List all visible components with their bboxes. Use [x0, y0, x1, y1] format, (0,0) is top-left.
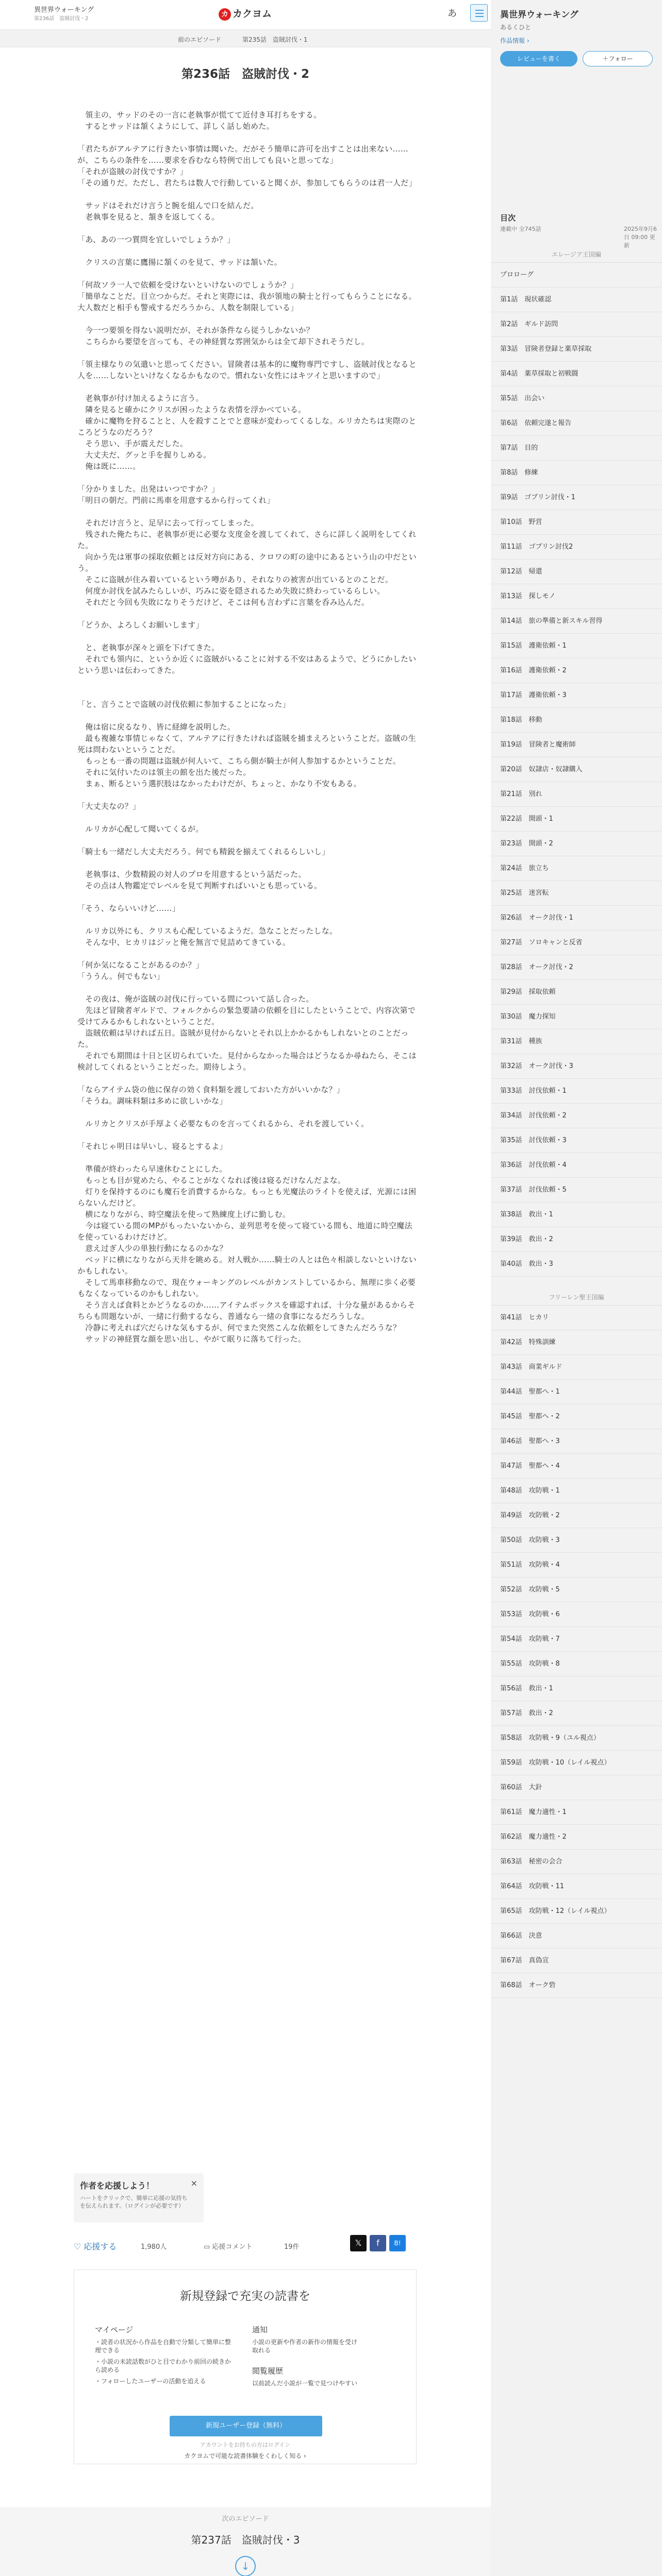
toc-episode-link[interactable]: 第62話 魔力適性・2: [491, 1825, 662, 1850]
history-desc: 以前読んだ小説が一覧で見つけやすい: [252, 2380, 358, 2387]
close-icon[interactable]: ×: [190, 2178, 197, 2188]
toc-episode-link[interactable]: 第1話 現状確認: [491, 287, 662, 312]
body-paragraph: 「何か気になることがあるのか？」: [77, 960, 204, 970]
body-paragraph: 大丈夫だ、グッと手を握りしめる。: [77, 450, 211, 460]
toc-episode-link[interactable]: 第3話 冒険者登録と薬草採取: [491, 337, 662, 362]
body-paragraph: それだけ言うと、足早に去って行ってしまった。: [77, 518, 259, 528]
follow-button[interactable]: ＋フォロー: [583, 51, 653, 66]
body-paragraph: するとサッドは頷くようにして、詳しく話し始めた。: [77, 122, 274, 131]
body-paragraph: その点は人物鑑定でレベルを見て判断すればいいとも思っている。: [77, 881, 322, 890]
body-paragraph: 「どうか、よろしくお願いします」: [77, 620, 204, 630]
logo-text: カクヨム: [233, 8, 272, 20]
toc-episode-link[interactable]: 第60話 大針: [491, 1775, 662, 1800]
body-paragraph: 「分かりました。出発はいつですか？」: [77, 484, 220, 494]
notice-heading: 通知: [252, 2325, 268, 2334]
toc-episode-link[interactable]: 第13話 探しモノ: [491, 584, 662, 609]
toc-episode-link[interactable]: 第28話 オーク討伐・2: [491, 955, 662, 980]
chapter-title: 第236話 盗賊討伐・2: [181, 67, 309, 81]
toc-episode-link[interactable]: 第18話 移動: [491, 708, 662, 733]
toc-episode-link[interactable]: 第36話 討伐依頼・4: [491, 1153, 662, 1178]
body-paragraph: [77, 857, 418, 869]
body-paragraph: [77, 982, 418, 993]
menu-icon[interactable]: [470, 4, 488, 22]
toc-episode-link[interactable]: 第30話 魔力探知: [491, 1005, 662, 1029]
body-paragraph: 最も複雑な事情じゃなくて、アルテアに行きたければ盗賊を捕まえろということだ。盗賊の生死は問わないということだ。: [77, 734, 417, 754]
body-paragraph: [77, 710, 418, 721]
toc-episode-link[interactable]: 第8話 修練: [491, 461, 662, 485]
share-hatena-icon[interactable]: B!: [389, 2235, 406, 2251]
toc-section-header: エレージア王国編: [491, 246, 662, 263]
font-size-toggle[interactable]: [448, 6, 457, 20]
toc-episode-link[interactable]: プロローグ: [491, 263, 662, 287]
body-paragraph: 老執事を見ると、頷きを返してくる。: [77, 212, 220, 222]
cheer-title: 作者を応援しよう！: [80, 2181, 155, 2191]
reader-header: [0, 0, 491, 30]
toc-episode-link[interactable]: 第16話 護衛依頼・2: [491, 658, 662, 683]
mypage-item: ・小説の未読話数がひと目でわかり前回の続きから読める: [95, 2358, 231, 2374]
body-paragraph: 「それが盗賊の討伐ですか？」: [77, 167, 188, 176]
chapter-body: [77, 109, 418, 1345]
toc-section-header: フリーレン聖王国編: [491, 1289, 662, 1306]
body-paragraph: 俺は既に……。: [77, 462, 141, 471]
body-paragraph: それだと今回も失敗になりそうだけど、そこは何も言わずに言葉を呑み込んだ。: [77, 598, 370, 607]
body-paragraph: 「その通りだ。ただし、君たちは数人で行動していると聞くが、参加してもらうのは君一人だ」: [77, 178, 417, 188]
episode-nav-bar: [0, 30, 491, 47]
kakuyomu-logo[interactable]: [219, 6, 272, 21]
comment-count[interactable]: 19件: [284, 2243, 300, 2251]
body-paragraph: 「君たちがアルテアに行きたい事情は聞いた。だがそう簡単に許可を出すことは出来ない……が、こちらの条件を……要求を呑むなら特例で出しても良いと思ってな」: [77, 144, 409, 165]
body-paragraph: 「騎士も一緒だし大丈夫だろう。何でも精鋭を揃えてくれるらしいし」: [77, 847, 330, 856]
body-paragraph: サッドはそれだけ言うと腕を組んで口を結んだ。: [77, 201, 259, 210]
toc-episode-link[interactable]: 第33話 討伐依頼・1: [491, 1079, 662, 1104]
toc-episode-link[interactable]: 第20話 奴隷店・奴隷購入: [491, 757, 662, 782]
body-paragraph: [77, 631, 418, 642]
toc-episode-link[interactable]: 第67話 真偽宣: [491, 1948, 662, 1973]
mypage-item: ・フォローしたユーザーの活動を追える: [95, 2378, 206, 2385]
body-paragraph: [77, 687, 418, 699]
body-paragraph: こちらから要望を言っても、その神経質な雰囲気からは全て却下されそうだし。: [77, 337, 370, 346]
toc-episode-link[interactable]: 第47話 聖都へ・4: [491, 1454, 662, 1479]
action-row: [74, 2235, 419, 2256]
body-paragraph: [77, 223, 418, 234]
signup-title: 新規登録で充実の読書を: [180, 2290, 310, 2303]
body-paragraph: 今は寝ている間のMPがもったいないから、並列思考を使って寝ている間も、地道に時空魔法を使っているわけだけど。: [77, 1221, 412, 1242]
body-paragraph: 横になりながら、時空魔法を使って熟練度上げに勤しむ。: [77, 1210, 291, 1219]
prev-episode-link[interactable]: 前のエピソード: [178, 36, 222, 43]
toc-episode-link[interactable]: 第51話 攻防戦・4: [491, 1553, 662, 1578]
toc-episode-link[interactable]: 第53話 攻防戦・6: [491, 1602, 662, 1627]
toc-episode-link[interactable]: 第5話 出会い: [491, 386, 662, 411]
sidebar-author[interactable]: あるくひと: [500, 24, 532, 31]
toc-heading: 目次: [500, 213, 516, 223]
next-episode-area: [0, 2507, 491, 2576]
body-paragraph: [77, 812, 418, 823]
toc-episode-link[interactable]: 第55話 攻防戦・8: [491, 1652, 662, 1676]
toc-episode-link[interactable]: 第22話 開頭・1: [491, 807, 662, 832]
body-paragraph: [77, 381, 418, 393]
body-paragraph: 「そうね。調味料類は多めに欲しいかな」: [77, 1096, 227, 1106]
body-paragraph: 「明日の朝だ。門前に馬車を用意するから行ってくれ」: [77, 496, 275, 505]
body-paragraph: 向かう先は軍事の採取依頼とは反対方向にある、クロワの町の途中にあるという山の中だという。: [77, 552, 417, 573]
learn-more-link[interactable]: カクヨムで可能な読書体験をくわしく知る ›: [184, 2452, 306, 2460]
prev-episode-title[interactable]: 第235話 盗賊討伐・1: [242, 36, 308, 43]
toc-episode-link[interactable]: 第34話 討伐依頼・2: [491, 1104, 662, 1128]
body-paragraph: 俺は宿に戻るなり、皆に経緯を説明した。: [77, 722, 236, 732]
body-paragraph: 隣を見ると確かにクリスが困ったような表情を浮かべている。: [77, 405, 306, 414]
toc-episode-link[interactable]: 第54話 攻防戦・7: [491, 1627, 662, 1652]
toc-episode-link[interactable]: 第31話 種族: [491, 1029, 662, 1054]
history-heading: 閲覧履歴: [252, 2366, 284, 2376]
font-toggle-glyph: あ: [448, 8, 457, 19]
body-paragraph: 「領主様なりの気遣いと思ってください。冒険者は基本的に魔物専門ですし、盗賊討伐となると人を……しないといけなくなるかもなので。慣れない女性にはキツイと思いますので」: [77, 360, 417, 380]
body-paragraph: [77, 835, 418, 846]
toc-episode-link[interactable]: 第23話 開頭・2: [491, 832, 662, 856]
toc-episode-link[interactable]: 第48話 攻防戦・1: [491, 1479, 662, 1503]
body-paragraph: [77, 789, 418, 801]
share-facebook-icon[interactable]: f: [370, 2235, 386, 2251]
toc-episode-link[interactable]: 第29話 採取依頼: [491, 980, 662, 1005]
toc-episode-link[interactable]: 第68話 オーク砦: [491, 1973, 662, 1998]
body-paragraph: 意え过ぎ人少の単独行動になるのかな？: [77, 1244, 227, 1253]
body-paragraph: [77, 347, 418, 359]
body-paragraph: そして馬車移動なので、現在ウォーキングのレベルがカンストしているから、無理に歩く必要もなくなっているのかもしれない。: [77, 1278, 416, 1298]
toc-episode-link[interactable]: 第46話 聖都へ・3: [491, 1429, 662, 1454]
body-paragraph: ルリカが心配して聞いてくるが。: [77, 824, 204, 834]
notice-desc: 小説の更新や作者の新作の情報を受け取れる: [252, 2338, 358, 2354]
body-paragraph: 残された俺たちに、老執事が更に必要な支度金を渡してくれて、さらに詳しく説明をしてくれた。: [77, 530, 417, 550]
episode-subtitle: 第236話 盗賊討伐・2: [34, 16, 89, 22]
body-paragraph: [77, 189, 418, 200]
signup-panel: [74, 2269, 417, 2464]
mypage-item: ・読者の状況から作品を自動で分類して簡単に整理できる: [95, 2338, 231, 2354]
toc-episode-link[interactable]: 第7話 目的: [491, 436, 662, 461]
mypage-heading: マイページ: [95, 2325, 134, 2334]
body-paragraph: 「ならアイテム袋の他に保存の効く食料類を渡しておいた方がいいかな？」: [77, 1085, 345, 1094]
mypage-list: [95, 2338, 231, 2388]
body-paragraph: そこに盗賊が住み着いているという噂があり、それなりの被害が出ているとのことだ。: [77, 575, 393, 584]
body-paragraph: 確かに魔物を狩ることと、人を殺すことでと意味が変わってくるしな。ルリカたちは実際のところどうなのだろう？: [77, 416, 417, 437]
body-paragraph: 盗賊依頼は早ければ五日。盗賊が見付からないとそれ以上かかるかもしれないとのことだった。: [77, 1028, 409, 1049]
toc-episode-link[interactable]: 第45話 聖都へ・2: [491, 1404, 662, 1429]
body-paragraph: [77, 891, 418, 903]
body-paragraph: [77, 1152, 418, 1163]
body-paragraph: そんな中、ヒカリはジッと俺を無言で見詰めてきている。: [77, 938, 291, 947]
body-paragraph: それでも領内に、というか近くに盗賊がいることに対する不安はあるようで、どうにかしたいという思いは伝わってきた。: [77, 654, 417, 675]
body-paragraph: [77, 1129, 418, 1141]
login-link[interactable]: アカウントをお持ちの方はログイン: [200, 2442, 291, 2448]
body-paragraph: [77, 1107, 418, 1118]
toc-episode-link[interactable]: 第6話 依頼完遂と報告: [491, 411, 662, 436]
work-info-link[interactable]: 作品情報 ›: [500, 37, 529, 44]
body-paragraph: [77, 914, 418, 925]
cheer-count[interactable]: 1,980人: [141, 2243, 167, 2251]
toc-episode-link[interactable]: 第4話 薬草採取と初戦闘: [491, 362, 662, 386]
body-paragraph: ベッドに横になりながら天井を眺める。対人戦か……騎士の人とは色々相談しないといけないかもしれない。: [77, 1255, 417, 1276]
toc-episode-link[interactable]: 第56話 救出・1: [491, 1676, 662, 1701]
toc-episode-link[interactable]: 第26話 オーク討伐・1: [491, 906, 662, 930]
body-paragraph: [77, 608, 418, 619]
toc-episode-link[interactable]: 第38話 救出・1: [491, 1202, 662, 1227]
body-paragraph: そう思い、手が震えだした。: [77, 439, 188, 448]
body-paragraph: 領主の、サッドのその一言に老執事が慌てて近付き耳打ちをする。: [77, 110, 322, 120]
next-episode-label: 次のエピソード: [222, 2515, 269, 2523]
toc-episode-link[interactable]: 第66話 決意: [491, 1924, 662, 1948]
body-paragraph: 冷静に考えれば穴だらけな気もするが、何でまた突然こんな依頼をしてきたんだろうな？: [77, 1323, 401, 1332]
toc-episode-link[interactable]: 第57話 救出・2: [491, 1701, 662, 1726]
comment-button[interactable]: ▭ 応援コメント: [204, 2243, 253, 2251]
body-paragraph: [77, 245, 418, 257]
body-paragraph: [77, 472, 418, 483]
toc-episode-link[interactable]: 第39話 救出・2: [491, 1227, 662, 1252]
toc-episode-link[interactable]: 第64話 攻防戦・11: [491, 1874, 662, 1899]
body-paragraph: 先ほど冒険者ギルドで、フォルクからの緊急要請の依頼を目にしたということで、内容次第で受けてみるかもしれないということだ。: [77, 1006, 416, 1026]
toc-episode-link[interactable]: 第25話 迷宮転: [491, 881, 662, 906]
sidebar: [491, 0, 662, 2576]
body-paragraph: [77, 948, 418, 959]
body-paragraph: 「ううん。何でもない」: [77, 972, 165, 981]
toc-episode-link[interactable]: 第15話 護衛依頼・1: [491, 634, 662, 658]
body-paragraph: もっとも目が覚めたら、やることがなくなれば後は寝るだけなんだよな。: [77, 1176, 346, 1185]
toc-episode-link[interactable]: 第63話 秘密の会合: [491, 1850, 662, 1874]
signup-button[interactable]: 新規ユーザー登録（無料）: [170, 2416, 322, 2436]
write-review-button[interactable]: レビューを書く: [500, 51, 577, 66]
next-episode-title[interactable]: 第237話 盗賊討伐・3: [191, 2534, 300, 2546]
toc-episode-link[interactable]: 第52話 攻防戦・5: [491, 1578, 662, 1602]
toc-episode-link[interactable]: 第35話 討伐依頼・3: [491, 1128, 662, 1153]
body-paragraph: [77, 676, 418, 687]
body-paragraph: ルリカ以外にも、クリスも心配しているようだ。急なことだったしな。: [77, 926, 338, 936]
body-paragraph: 「それじゃ明日は早いし、寝るとするよ」: [77, 1142, 227, 1151]
toc-episode-link[interactable]: 第59話 攻防戦・10（レイル視点）: [491, 1751, 662, 1775]
toc-episode-link[interactable]: 第11話 ゴブリン討伐2: [491, 535, 662, 560]
body-paragraph: [77, 506, 418, 517]
cheer-desc: ハートをクリックで、簡単に応援の気持ちを伝えられます。（ログインが必要です）: [80, 2195, 188, 2209]
body-paragraph: 何度か討伐を試みたらしいが、巧みに姿を隠されるため失敗に終わっているらしい。: [77, 586, 385, 596]
toc-episode-link[interactable]: 第14話 旅の準備と新スキル習得: [491, 609, 662, 634]
toc-episode-link[interactable]: 第40話 救出・3: [491, 1252, 662, 1277]
toc-episode-link[interactable]: 第24話 旅立ち: [491, 856, 662, 881]
share-x-icon[interactable]: 𝕏: [350, 2235, 367, 2251]
toc-meta: 連載中 全745話: [500, 226, 541, 232]
toc-episode-link[interactable]: 第21話 別れ: [491, 782, 662, 807]
body-paragraph: その夜は、俺が盗賊の討伐に行っている間について話し合った。: [77, 994, 314, 1004]
cheer-button[interactable]: ♡ 応援する: [74, 2242, 117, 2251]
body-paragraph: 準備が終わったら早速休むことにした。: [77, 1164, 227, 1174]
toc-episode-link[interactable]: 第19話 冒険者と魔術師: [491, 733, 662, 757]
toc-episode-link[interactable]: 第17話 護衛依頼・3: [491, 683, 662, 708]
body-paragraph: 「そう、ならいいけど……」: [77, 904, 180, 913]
cheer-tooltip: [74, 2173, 204, 2223]
body-paragraph: クリスの言葉に鷹揚に頷くのを見て、サッドは頷いた。: [77, 258, 282, 267]
toc-episode-link[interactable]: 第12話 帰還: [491, 560, 662, 584]
toc-episode-link[interactable]: 第10話 野営: [491, 510, 662, 535]
toc-episode-link[interactable]: 第2話 ギルド訪問: [491, 312, 662, 337]
toc-updated: 2025年9月6日 09:00 更新: [624, 226, 657, 249]
toc-episode-link[interactable]: 第41話 ヒカリ: [491, 1306, 662, 1330]
sidebar-work-title[interactable]: 異世界ウォーキング: [500, 10, 578, 20]
work-title-link[interactable]: 異世界ウォーキング: [34, 6, 94, 14]
body-paragraph: と、老執事が深々と頭を下げてきた。: [77, 643, 220, 652]
body-paragraph: 「何故ソラ一人で依頼を受けないといけないのでしょうか？」: [77, 280, 299, 290]
body-paragraph: 老執事は、少数精鋭の対人のプロを用意するという話だった。: [77, 870, 306, 879]
toc-episode-link[interactable]: 第32話 オーク討伐・3: [491, 1054, 662, 1079]
toc-episode-link[interactable]: 第9話 ゴブリン討伐・1: [491, 485, 662, 510]
body-paragraph: [77, 132, 418, 143]
toc-episode-link[interactable]: 第50話 攻防戦・3: [491, 1528, 662, 1553]
body-paragraph: [77, 1073, 418, 1084]
toc-episode-link[interactable]: 第65話 攻防戦・12（レイル視点）: [491, 1899, 662, 1924]
toc-episode-link[interactable]: 第27話 ソロキャンと反省: [491, 930, 662, 955]
toc-episode-link[interactable]: 第37話 討伐依頼・5: [491, 1178, 662, 1202]
body-paragraph: ルリカとクリスが手厚よく必要なものを言ってくれるから、それを渡していく。: [77, 1119, 369, 1128]
body-paragraph: [77, 268, 418, 279]
toc-episode-link[interactable]: 第42話 特殊訓練: [491, 1330, 662, 1355]
toc-episode-link[interactable]: 第49話 攻防戦・2: [491, 1503, 662, 1528]
body-paragraph: 灯りを保持するのにも魔石を消費するからな。もっとも光魔法のライトを使えば、光源には困らないんだけど。: [77, 1187, 417, 1208]
body-paragraph: 「と、言うことで盗賊の討伐依頼に参加することになった」: [77, 700, 291, 709]
toc-episode-link[interactable]: 第43話 商業ギルド: [491, 1355, 662, 1380]
body-paragraph: サッドの神経質な顔を思い出し、やがて眠りに落ちて行った。: [77, 1334, 306, 1344]
body-paragraph: 「あ、あの一つ質問を宜しいでしょうか？」: [77, 235, 235, 244]
body-paragraph: 「簡単なことだ。目立つからだ。それと実際には、我が領地の騎士と行ってもらうことになる。大人数だと相手も警戒するだろうから、人数を制限している」: [77, 292, 417, 312]
logo-mark-icon: カ: [219, 8, 231, 21]
arrow-down-icon[interactable]: ↓: [235, 2556, 256, 2576]
toc-episode-link[interactable]: 第58話 攻防戦・9（ユル視点）: [491, 1726, 662, 1751]
body-paragraph: 今一つ要領を得ない説明だが、それが条件なら従うしかないか？: [77, 326, 315, 335]
body-paragraph: もっとも一番の問題は盗賊が何人いて、こちら側が騎士が何人参加するかということだ。: [77, 756, 401, 766]
body-paragraph: それに気付いたのは領主の館を出た後だった。: [77, 768, 251, 777]
body-paragraph: 老執事が付け加えるように言う。: [77, 394, 204, 403]
body-paragraph: [77, 313, 418, 325]
body-paragraph: それでも期間は十日と区切られていた。見付からなかった場合はどうなるか尋ねたら、そこは検討してくれるということだった。期待しよう。: [77, 1051, 417, 1072]
toc-episode-link[interactable]: 第44話 聖都へ・1: [491, 1380, 662, 1404]
body-paragraph: まぁ、断るという選択肢はなかったわけだが、ちょっと、かなり不安もある。: [77, 779, 361, 788]
body-paragraph: そう言えば食料とかどうなるのか……アイテムボックスを確認すれば、十分な量があるからそちらも問題ないが、一緒に行動するなら、普通なら一緒の食事になるだろうしな。: [77, 1300, 416, 1321]
body-paragraph: 「大丈夫なの？」: [77, 802, 141, 811]
toc-episode-link[interactable]: 第61話 魔力適性・1: [491, 1800, 662, 1825]
